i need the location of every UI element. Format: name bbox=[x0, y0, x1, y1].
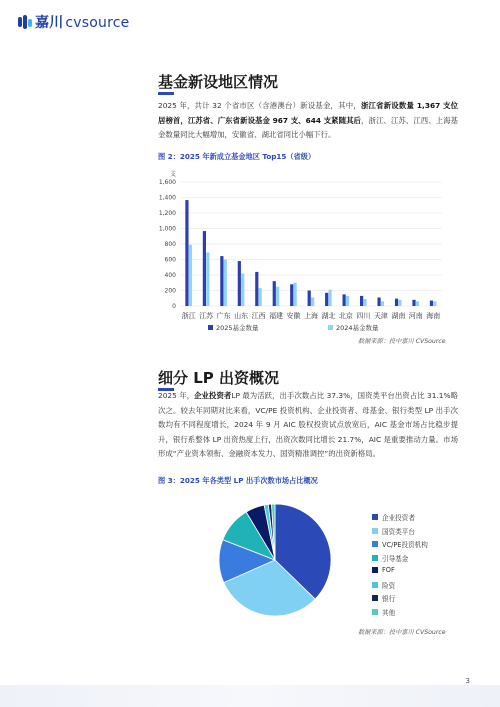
bar-江苏-2025 bbox=[203, 231, 206, 306]
y-unit-label: 支 bbox=[170, 171, 177, 178]
legend-label: 2024基金数量 bbox=[336, 324, 379, 332]
legend-swatch bbox=[328, 325, 333, 330]
paragraph-fund-regions bbox=[158, 99, 458, 143]
bar-湖北-2024 bbox=[328, 290, 331, 306]
figure-2-title: 图 2：2025 年新成立基金地区 Top15（省级） bbox=[158, 152, 316, 161]
bar-chart-top15-regions bbox=[150, 166, 450, 346]
bar-湖北-2025 bbox=[325, 293, 328, 306]
legend-label: 险资 bbox=[382, 581, 396, 590]
paragraph-2-run: LP 最为活跃，出手次数占比 37.3%，国资类平台出资占比 31.1%略次之。 bbox=[158, 391, 458, 415]
bar-北京-2024 bbox=[346, 296, 349, 306]
page-number: 3 bbox=[465, 677, 470, 685]
x-tick-label: 北京 bbox=[338, 312, 353, 320]
x-tick-label: 山东 bbox=[234, 312, 249, 320]
x-tick-label: 安徽 bbox=[286, 312, 301, 320]
bar-江苏-2024 bbox=[206, 253, 209, 306]
x-tick-label: 湖南 bbox=[391, 312, 406, 320]
bar-山东-2025 bbox=[238, 261, 241, 306]
bar-天津-2024 bbox=[381, 301, 384, 306]
legend-swatch bbox=[372, 541, 378, 547]
section-title-underline bbox=[158, 92, 174, 95]
bar-江西-2025 bbox=[255, 272, 258, 306]
pie-legend-item bbox=[372, 553, 408, 563]
paragraph-2-run: 企业投资者 bbox=[194, 391, 232, 400]
bar-天津-2025 bbox=[377, 297, 380, 306]
bar-浙江-2025 bbox=[185, 200, 188, 306]
x-tick-label: 福建 bbox=[269, 312, 284, 320]
bar-湖南-2025 bbox=[395, 299, 398, 306]
y-tick-label: 200 bbox=[164, 287, 176, 295]
legend-label: 银行 bbox=[382, 595, 396, 603]
bar-山东-2024 bbox=[241, 273, 244, 306]
bar-上海-2025 bbox=[308, 291, 311, 307]
legend-swatch bbox=[208, 325, 213, 330]
x-tick-label: 广东 bbox=[216, 312, 231, 320]
brand-logo bbox=[18, 12, 129, 32]
legend-swatch bbox=[372, 555, 378, 561]
y-tick-label: 0 bbox=[172, 303, 176, 310]
bar-北京-2025 bbox=[343, 294, 346, 306]
footer-band bbox=[0, 685, 500, 707]
pie-legend-item bbox=[372, 607, 395, 617]
legend-label: FOF bbox=[382, 566, 395, 574]
bar-浙江-2024 bbox=[189, 245, 192, 306]
bar-湖南-2024 bbox=[398, 300, 401, 306]
bar-安徽-2025 bbox=[290, 284, 293, 306]
x-tick-label: 江西 bbox=[251, 312, 266, 320]
x-tick-label: 江苏 bbox=[199, 312, 214, 320]
paragraph-lp-overview bbox=[158, 389, 458, 462]
section-title-lp-overview: 细分 LP 出资概况 bbox=[158, 369, 279, 387]
legend-label: 企业投资者 bbox=[382, 514, 415, 522]
bar-河南-2024 bbox=[416, 301, 419, 306]
paragraph-2-run: 较去年同期对比来看，VC/PE 投资机构、企业投资者、母基金、银行类型 LP 出手次数均有不同程度增长， bbox=[158, 405, 458, 429]
pie-legend-item bbox=[372, 526, 415, 536]
x-tick-label: 浙江 bbox=[181, 312, 196, 320]
section-title-fund-regions: 基金新设地区情况 bbox=[158, 73, 279, 91]
bar-福建-2024 bbox=[276, 287, 279, 306]
legend-label: VC/PE投资机构 bbox=[382, 541, 428, 549]
x-tick-label: 上海 bbox=[304, 312, 318, 320]
x-tick-label: 四川 bbox=[356, 312, 371, 320]
figure-3-source: 数据来源：投中嘉川 CVSource bbox=[358, 629, 446, 636]
legend-label: 国资类平台 bbox=[382, 527, 415, 536]
x-tick-label: 天津 bbox=[373, 312, 388, 320]
bar-海南-2024 bbox=[433, 301, 436, 306]
y-tick-label: 1,600 bbox=[158, 179, 176, 186]
bar-河南-2025 bbox=[412, 300, 415, 306]
bar-上海-2024 bbox=[311, 297, 314, 306]
brand-name-en: cvsource bbox=[65, 15, 130, 31]
brand-name-cn: 嘉川 bbox=[35, 15, 64, 31]
legend-swatch bbox=[372, 514, 378, 520]
y-tick-label: 400 bbox=[164, 272, 176, 279]
legend-label: 2025基金数量 bbox=[216, 324, 259, 332]
bar-江西-2024 bbox=[259, 288, 262, 306]
pie-legend-item bbox=[372, 566, 395, 574]
bar-海南-2025 bbox=[430, 301, 433, 306]
y-tick-label: 1,200 bbox=[158, 210, 176, 217]
y-tick-label: 1,000 bbox=[158, 225, 176, 233]
legend-label: 引导基金 bbox=[382, 554, 409, 563]
paragraph-1-run: 2025 年，共计 32 个省市区（含港澳台）新设基金，其中， bbox=[158, 101, 361, 110]
legend-swatch bbox=[372, 582, 378, 588]
legend-swatch bbox=[372, 528, 378, 534]
legend-swatch bbox=[372, 595, 378, 601]
bar-广东-2024 bbox=[224, 260, 227, 307]
pie-legend-item bbox=[372, 512, 415, 522]
figure-3-title: 图 3：2025 年各类型 LP 出手次数市场占比概况 bbox=[158, 476, 318, 485]
pie-legend-item bbox=[372, 539, 428, 549]
brand-mark-icon bbox=[18, 15, 32, 29]
bar-福建-2025 bbox=[273, 281, 276, 306]
bar-广东-2025 bbox=[220, 256, 223, 306]
pie-legend-item bbox=[372, 580, 395, 590]
legend-label: 其他 bbox=[382, 608, 396, 617]
paragraph-2-run: 2024 年 9 月 AIC 股权投资试点放宽后，AIC 基金市场占比稳步提升，银行系整体 LP 出资热度上行，出资次数同比增长 21.7%，AIC 是重要推动力量。市场形成“产业资本领衔、金融资本发力、国资精准调控”的出资新格局。 bbox=[158, 420, 458, 458]
y-tick-label: 600 bbox=[164, 256, 176, 264]
legend-swatch bbox=[372, 567, 378, 573]
bar-安徽-2024 bbox=[294, 283, 297, 306]
paragraph-1-run: 浙江省新设数量 1,367 支位居榜首，江苏省、广东省新设基金 967 支、644 支紧随其后 bbox=[158, 101, 459, 125]
paragraph-2-run: 2025 年， bbox=[158, 391, 195, 400]
bar-四川-2025 bbox=[360, 296, 363, 306]
x-tick-label: 河南 bbox=[408, 312, 423, 320]
pie-legend-item bbox=[372, 593, 395, 603]
bar-四川-2024 bbox=[363, 299, 366, 306]
legend-swatch bbox=[372, 609, 378, 615]
x-tick-label: 湖北 bbox=[321, 312, 336, 320]
y-tick-label: 800 bbox=[164, 241, 176, 248]
figure-2-source: 数据来源：投中嘉川 CVSource bbox=[358, 338, 446, 345]
paragraph-1-run: ，浙江、江苏、江西、上海基金数量同比大幅增加，安徽省、湖北省同比小幅下行。 bbox=[158, 115, 458, 139]
x-tick-label: 海南 bbox=[426, 312, 441, 320]
y-tick-label: 1,400 bbox=[158, 194, 176, 202]
pie-chart-lp-share bbox=[200, 490, 350, 630]
